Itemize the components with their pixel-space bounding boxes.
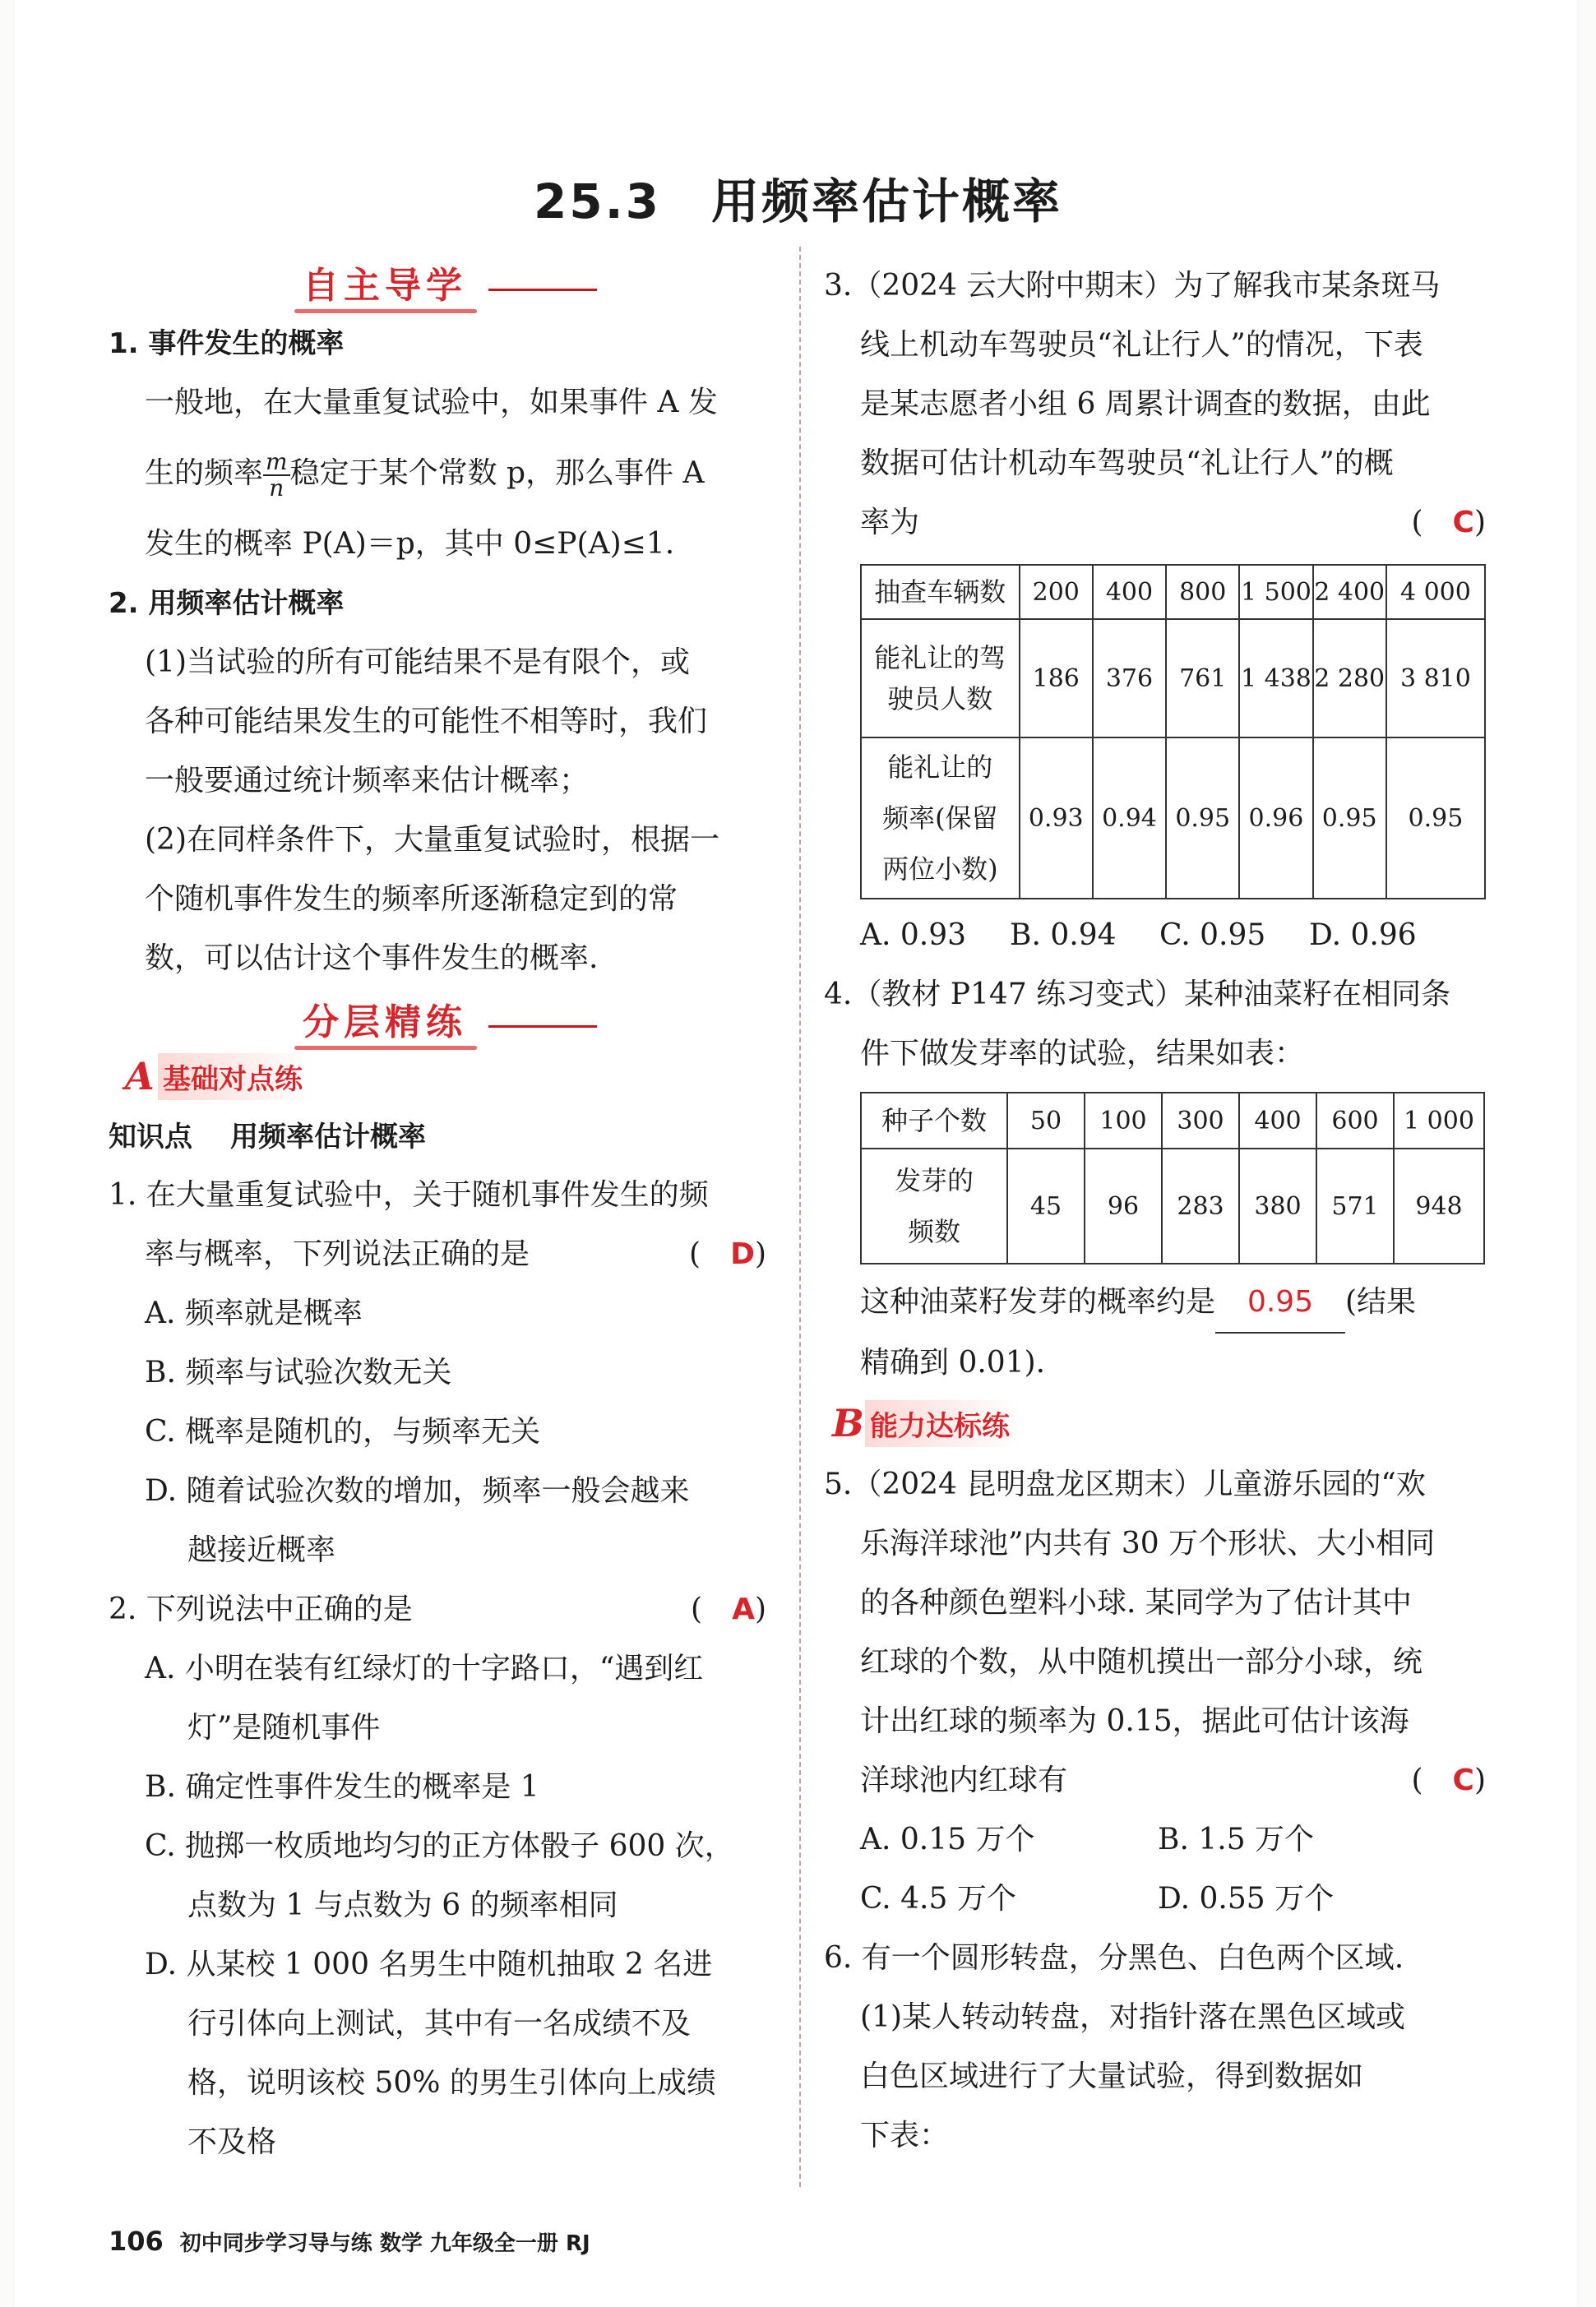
- q5-answer: C: [1452, 1764, 1474, 1797]
- q4-question-cont: 精确到 0.01).: [860, 1346, 1046, 1380]
- header-line: 频数: [907, 1216, 960, 1247]
- table-cell: 0.93: [1020, 737, 1093, 899]
- header-line: 能礼让的驾: [874, 642, 1006, 673]
- table-cell: 571: [1316, 1149, 1394, 1264]
- section-label: 分层精练: [109, 992, 488, 1045]
- table-cell: 200: [1020, 565, 1093, 619]
- q4-answer-blank: 0.95: [1215, 1273, 1345, 1334]
- table-cell: 2 400: [1313, 565, 1386, 619]
- section-label: 自主导学: [109, 256, 488, 308]
- table-cell: 0.95: [1386, 737, 1485, 899]
- text-line-fraction: [109, 432, 766, 515]
- q3-stem-cont: 数据可估计机动车驾驶员“礼让行人”的概: [860, 446, 1394, 480]
- header-line: 发芽的: [894, 1165, 974, 1196]
- left-column: [109, 257, 766, 2172]
- text-fragment: 率为: [860, 506, 920, 539]
- text-line: 数，可以估计这个事件发生的概率.: [145, 941, 599, 975]
- q6-part1: (1)某人转动转盘，对指针落在黑色区域或: [860, 2000, 1405, 2034]
- table-header-cell: [861, 737, 1020, 899]
- fraction-denominator: n: [269, 474, 285, 502]
- q3-choice-d: D. 0.96: [1309, 918, 1417, 952]
- table-cell: 1 000: [1394, 1093, 1484, 1149]
- table-cell: 186: [1020, 619, 1093, 737]
- header-line: 两位小数): [882, 853, 998, 885]
- text-line: (2)在同样条件下，大量重复试验时，根据一: [145, 823, 719, 857]
- section-rule: [488, 1025, 597, 1028]
- q5-answer-paren: ( C): [1411, 1764, 1486, 1797]
- q3-choice-c: C. 0.95: [1159, 918, 1266, 952]
- table-header-cell: [861, 1149, 1007, 1264]
- q4-question: [824, 1273, 1486, 1334]
- page-footer: [109, 2226, 590, 2257]
- header-line: 频率(保留: [882, 802, 998, 834]
- q3-table: [860, 564, 1486, 899]
- badge-letter: A: [125, 1054, 155, 1098]
- subheading-estimate: 2. 用频率估计概率: [109, 587, 345, 620]
- table-cell: 2 280: [1313, 619, 1386, 737]
- q3-answer-paren: ( C): [1411, 506, 1486, 539]
- section-rule: [488, 289, 597, 291]
- q2-option-c: C. 抛掷一枚质地均匀的正方体骰子 600 次，: [145, 1829, 734, 1863]
- q5-stem-cont: 计出红球的频率为 0.15，据此可估计该海: [860, 1704, 1409, 1738]
- text-line: 各种可能结果发生的可能性不相等时，我们: [145, 705, 708, 738]
- q5-choice-c: C. 4.5 万个: [860, 1882, 1016, 1916]
- q2-option-a-cont: 灯”是随机事件: [187, 1711, 381, 1745]
- q6-part1-cont: 下表：: [860, 2119, 950, 2152]
- q2-option-c-cont: 点数为 1 与点数为 6 的频率相同: [187, 1889, 618, 1922]
- table-cell: 100: [1085, 1093, 1162, 1149]
- q2-option-d-cont: 不及格: [187, 2125, 277, 2159]
- table-cell: 600: [1316, 1093, 1394, 1149]
- text-line: 个随机事件发生的频率所逐渐稳定到的常: [145, 882, 678, 916]
- q1-answer: D: [730, 1237, 755, 1271]
- table-header-cell: [861, 619, 1020, 737]
- table-cell: 948: [1394, 1149, 1484, 1264]
- table-cell: 800: [1166, 565, 1239, 619]
- text-line: 发生的概率 P(A)＝p，其中 0≤P(A)≤1.: [145, 527, 675, 561]
- q2-option-b: B. 确定性事件发生的概率是 1: [145, 1770, 539, 1804]
- page-number: 106: [109, 2226, 164, 2257]
- q1-option-b: B. 频率与试验次数无关: [145, 1356, 452, 1389]
- table-cell: 1 438: [1239, 619, 1312, 737]
- q5-choice-b: B. 1.5 万个: [1158, 1823, 1315, 1856]
- q3-answer: C: [1452, 506, 1474, 539]
- text-line: 一般要通过统计频率来估计概率；: [145, 764, 590, 798]
- q3-stem-cont: 线上机动车驾驶员“礼让行人”的情况，下表: [860, 328, 1423, 362]
- text-fragment: 稳定于某个常数 p，那么事件 A: [289, 456, 705, 490]
- text-line: 一般地，在大量重复试验中，如果事件 A 发: [145, 386, 718, 419]
- table-cell: 4 000: [1386, 565, 1485, 619]
- table-cell: 376: [1093, 619, 1166, 737]
- column-divider: [799, 247, 801, 2187]
- kp-label: 知识点: [109, 1121, 192, 1154]
- q1-option-a: A. 频率就是概率: [145, 1297, 363, 1330]
- table-cell: 761: [1166, 619, 1239, 737]
- table-cell: 3 810: [1386, 619, 1485, 737]
- badge-basic-practice: [125, 1051, 766, 1102]
- text-line: (1)当试验的所有可能结果不是有限个，或: [145, 645, 690, 679]
- table-cell: 300: [1162, 1093, 1239, 1149]
- header-line: 驶员人数: [887, 683, 993, 714]
- table-header-cell: 种子个数: [861, 1093, 1007, 1149]
- table-cell: 0.94: [1093, 737, 1166, 899]
- q1-option-d: D. 随着试验次数的增加，频率一般会越来: [145, 1474, 690, 1508]
- q2-stem: [109, 1580, 766, 1639]
- table-cell: 283: [1162, 1149, 1239, 1264]
- q4-table: [860, 1092, 1485, 1264]
- q3-stem-cont: 是某志愿者小组 6 周累计调查的数据，由此: [860, 387, 1431, 421]
- q1-option-c: C. 概率是随机的，与频率无关: [145, 1415, 541, 1449]
- table-cell: 400: [1093, 565, 1166, 619]
- q1-answer-paren: ( D): [689, 1237, 766, 1271]
- table-cell: 400: [1239, 1093, 1316, 1149]
- q3-choices: [824, 906, 1486, 965]
- q1-stem: 1. 在大量重复试验中，关于随机事件发生的频: [109, 1178, 709, 1212]
- q1-stem-cont: [109, 1225, 766, 1284]
- q2-option-a: A. 小明在装有红绿灯的十字路口，“遇到红: [145, 1652, 704, 1685]
- knowledge-point: [109, 1108, 766, 1166]
- table-cell: 1 500: [1239, 565, 1312, 619]
- q3-choice-b: B. 0.94: [1010, 918, 1117, 952]
- badge-ability-practice: [832, 1398, 1486, 1449]
- subheading-probability: 1. 事件发生的概率: [109, 327, 345, 360]
- q4-stem-cont: 件下做发芽率的试验，结果如表：: [860, 1037, 1305, 1070]
- badge-label: 基础对点练: [158, 1053, 314, 1100]
- q5-choice-a: A. 0.15 万个: [860, 1823, 1035, 1856]
- header-line: 能礼让的: [887, 751, 993, 783]
- q3-stem-cont: [824, 493, 1486, 552]
- kp-text: 用频率估计概率: [230, 1121, 426, 1154]
- q3-choice-a: A. 0.93: [860, 918, 967, 952]
- text-fragment: 2. 下列说法中正确的是: [109, 1593, 413, 1626]
- table-cell: 0.95: [1166, 737, 1239, 899]
- fraction-numerator: m: [263, 450, 290, 476]
- q5-stem-cont: 红球的个数，从中随机摸出一部分小球，统: [860, 1645, 1423, 1679]
- table-cell: 0.95: [1313, 737, 1386, 899]
- q6-part1-cont: 白色区域进行了大量试验，得到数据如: [860, 2060, 1364, 2093]
- page-title: 25.3 用频率估计概率: [533, 173, 1063, 229]
- q2-option-d: D. 从某校 1 000 名男生中随机抽取 2 名进: [145, 1948, 713, 1981]
- q2-answer: A: [732, 1593, 755, 1626]
- q3-stem: 3.（2024 云大附中期末）为了解我市某条斑马: [824, 269, 1441, 303]
- q5-choices-row2: [824, 1870, 1486, 1929]
- q4-stem: 4.（教材 P147 练习变式）某种油菜籽在相同条: [824, 978, 1451, 1011]
- right-column: [824, 257, 1486, 2166]
- table-cell: 45: [1007, 1149, 1085, 1264]
- text-fragment: 洋球池内红球有: [860, 1764, 1068, 1797]
- section-heading-self-study: [109, 257, 766, 307]
- table-cell: 0.96: [1239, 737, 1312, 899]
- q5-stem-cont: 的各种颜色塑料小球. 某同学为了估计其中: [860, 1586, 1412, 1620]
- text-fragment: 率与概率，下列说法正确的是: [145, 1237, 530, 1271]
- q5-stem: 5.（2024 昆明盘龙区期末）儿童游乐园的“欢: [824, 1468, 1426, 1501]
- q2-answer-paren: ( A): [691, 1593, 766, 1626]
- fraction-m-over-n: [263, 450, 290, 501]
- q5-choice-d: D. 0.55 万个: [1158, 1882, 1335, 1916]
- badge-letter: B: [832, 1401, 864, 1445]
- table-cell: 96: [1085, 1149, 1162, 1264]
- section-heading-practice: [109, 993, 766, 1044]
- q1-option-d-cont: 越接近概率: [187, 1533, 336, 1567]
- table-cell: 50: [1007, 1093, 1085, 1149]
- q5-choices-row1: [824, 1810, 1486, 1870]
- q5-stem-cont: [824, 1751, 1486, 1810]
- q2-option-d-cont: 格，说明该校 50% 的男生引体向上成绩: [187, 2066, 716, 2100]
- q6-stem: 6. 有一个圆形转盘，分黑色、白色两个区域.: [824, 1941, 1404, 1975]
- q5-stem-cont: 乐海洋球池”内共有 30 万个形状、大小相同: [860, 1527, 1436, 1560]
- q2-option-d-cont: 行引体向上测试，其中有一名成绩不及: [187, 2007, 692, 2041]
- table-header-cell: 抽查车辆数: [861, 565, 1020, 619]
- text-fragment: 生的频率: [145, 456, 264, 490]
- table-cell: 380: [1239, 1149, 1316, 1264]
- text-fragment: (结果: [1345, 1285, 1417, 1319]
- book-title: 初中同步学习导与练 数学 九年级全一册 RJ: [179, 2231, 590, 2256]
- badge-label: 能力达标练: [865, 1400, 1021, 1447]
- text-fragment: 这种油菜籽发芽的概率约是: [860, 1285, 1216, 1319]
